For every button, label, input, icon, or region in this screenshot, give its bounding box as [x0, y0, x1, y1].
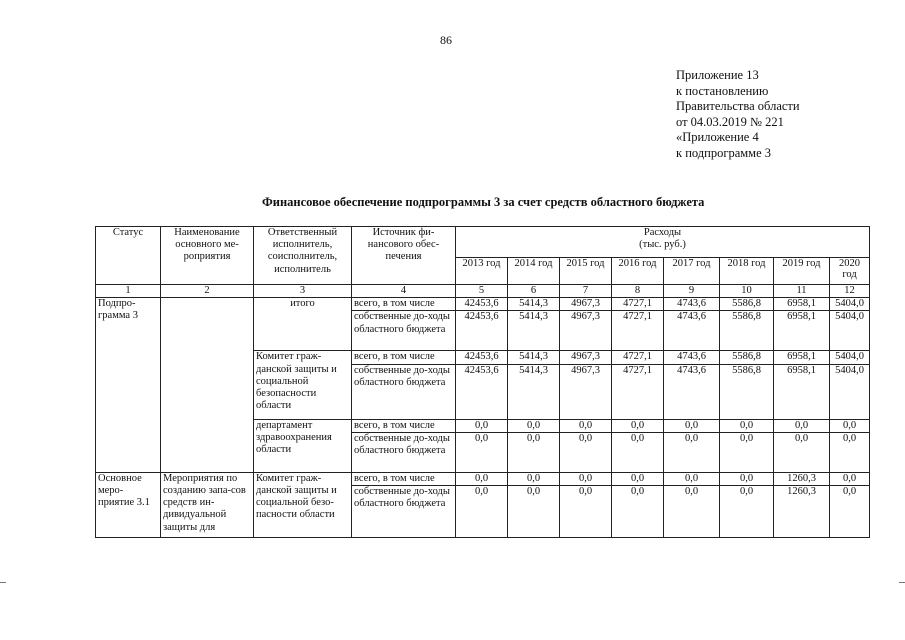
value-cell: 42453,6: [456, 311, 508, 351]
header-funding-source: Источник фи-нансового обес-печения: [352, 227, 456, 285]
value-cell: 5404,0: [830, 351, 870, 364]
value-cell: 5414,3: [508, 364, 560, 419]
value-cell: 0,0: [774, 432, 830, 472]
value-cell: 5404,0: [830, 364, 870, 419]
column-number: 11: [774, 285, 830, 298]
header-expenses: [456, 227, 870, 258]
appendix-line: Правительства области: [676, 99, 800, 114]
value-cell: 4967,3: [560, 311, 612, 351]
value-cell: 0,0: [560, 419, 612, 432]
document-title: Финансовое обеспечение подпрограммы 3 за счет средств областного бюджета: [262, 195, 705, 209]
value-cell: 0,0: [664, 432, 720, 472]
value-cell: 5404,0: [830, 311, 870, 351]
value-cell: 4727,1: [612, 311, 664, 351]
value-cell: 5414,3: [508, 311, 560, 351]
header-year: 2018 год: [720, 258, 774, 285]
value-cell: 4967,3: [560, 351, 612, 364]
header-expenses-unit: (тыс. руб.): [639, 239, 686, 251]
value-cell: 0,0: [560, 432, 612, 472]
source-own: собственные до-ходы областного бюджета: [352, 364, 456, 419]
value-cell: 0,0: [612, 419, 664, 432]
column-number: 9: [664, 285, 720, 298]
value-cell: 5414,3: [508, 298, 560, 311]
value-cell: 0,0: [508, 419, 560, 432]
column-number: 6: [508, 285, 560, 298]
source-own: собственные до-ходы областного бюджета: [352, 486, 456, 538]
value-cell: 0,0: [830, 472, 870, 485]
value-cell: 4743,6: [664, 364, 720, 419]
value-cell: 0,0: [720, 432, 774, 472]
value-cell: 0,0: [612, 472, 664, 485]
header-expenses-title: Расходы: [643, 227, 682, 238]
appendix-line: к подпрограмме 3: [676, 145, 771, 160]
value-cell: 4743,6: [664, 351, 720, 364]
value-cell: 0,0: [560, 472, 612, 485]
value-cell: 5404,0: [830, 298, 870, 311]
measure-name: Мероприятия по созданию запа-сов средств ин-дивидуальной защиты для: [161, 472, 254, 537]
appendix-block: [676, 68, 800, 162]
value-cell: 0,0: [456, 486, 508, 538]
source-own: собственные до-ходы областного бюджета: [352, 432, 456, 472]
column-number: 3: [254, 285, 352, 298]
value-cell: 0,0: [612, 486, 664, 538]
column-number: 2: [161, 285, 254, 298]
header-measure-name: Наименование основного ме-роприятия: [161, 227, 254, 285]
value-cell: 4967,3: [560, 364, 612, 419]
value-cell: 42453,6: [456, 298, 508, 311]
value-cell: 0,0: [830, 432, 870, 472]
value-cell: 0,0: [508, 472, 560, 485]
value-cell: 1260,3: [774, 486, 830, 538]
value-cell: 4743,6: [664, 298, 720, 311]
value-cell: 0,0: [774, 419, 830, 432]
header-year: 2017 год: [664, 258, 720, 285]
appendix-line: к постановлению: [676, 83, 769, 98]
value-cell: 5586,8: [720, 311, 774, 351]
value-cell: 0,0: [456, 432, 508, 472]
value-cell: 0,0: [508, 486, 560, 538]
value-cell: 0,0: [830, 486, 870, 538]
value-cell: 6958,1: [774, 311, 830, 351]
appendix-line: от 04.03.2019 № 221: [676, 114, 784, 129]
value-cell: 0,0: [508, 432, 560, 472]
value-cell: 5586,8: [720, 351, 774, 364]
appendix-line: Приложение 13: [676, 68, 759, 82]
value-cell: 4727,1: [612, 298, 664, 311]
header-status: Статус: [96, 227, 161, 285]
source-all: всего, в том числе: [352, 351, 456, 364]
value-cell: 0,0: [664, 486, 720, 538]
value-cell: 0,0: [560, 486, 612, 538]
value-cell: 5586,8: [720, 364, 774, 419]
value-cell: 0,0: [456, 472, 508, 485]
responsible-health-department: департамент здравоохранения области: [254, 419, 352, 472]
source-all: всего, в том числе: [352, 298, 456, 311]
value-cell: 4727,1: [612, 351, 664, 364]
header-year: 2014 год: [508, 258, 560, 285]
financing-table: [95, 226, 870, 538]
source-all: всего, в том числе: [352, 472, 456, 485]
status-subprogram: Подпро-грамма 3: [96, 298, 161, 473]
responsible-committee: Комитет граж-данской защиты и социальной безопасности области: [254, 351, 352, 419]
page-number: 86: [440, 33, 452, 47]
value-cell: 0,0: [720, 486, 774, 538]
value-cell: 6958,1: [774, 351, 830, 364]
value-cell: 0,0: [720, 419, 774, 432]
column-number: 4: [352, 285, 456, 298]
source-all: всего, в том числе: [352, 419, 456, 432]
value-cell: 0,0: [456, 419, 508, 432]
measure-name-empty: [161, 298, 254, 473]
value-cell: 6958,1: [774, 298, 830, 311]
value-cell: 5414,3: [508, 351, 560, 364]
column-number: 8: [612, 285, 664, 298]
value-cell: 5586,8: [720, 298, 774, 311]
header-year: 2013 год: [456, 258, 508, 285]
header-year: 2015 год: [560, 258, 612, 285]
value-cell: 4967,3: [560, 298, 612, 311]
status-main-measure: Основное меро-приятие 3.1: [96, 472, 161, 537]
responsible-committee: Комитет граж-данской защиты и социальной безо-пасности области: [254, 472, 352, 537]
scan-edge-mark: [0, 582, 6, 583]
header-year: 2016 год: [612, 258, 664, 285]
column-number: 1: [96, 285, 161, 298]
header-responsible: Ответственный исполнитель, соисполнитель, исполнитель: [254, 227, 352, 285]
column-number: 7: [560, 285, 612, 298]
value-cell: 42453,6: [456, 351, 508, 364]
value-cell: 1260,3: [774, 472, 830, 485]
header-year: 2019 год: [774, 258, 830, 285]
value-cell: 42453,6: [456, 364, 508, 419]
appendix-line: «Приложение 4: [676, 130, 759, 145]
scan-edge-mark: [899, 582, 905, 583]
value-cell: 0,0: [612, 432, 664, 472]
column-number: 5: [456, 285, 508, 298]
value-cell: 4727,1: [612, 364, 664, 419]
responsible-total: итого: [254, 298, 352, 351]
value-cell: 0,0: [664, 419, 720, 432]
source-own: собственные до-ходы областного бюджета: [352, 311, 456, 351]
header-year: 2020 год: [830, 258, 870, 285]
column-number: 12: [830, 285, 870, 298]
value-cell: 0,0: [664, 472, 720, 485]
value-cell: 0,0: [720, 472, 774, 485]
value-cell: 6958,1: [774, 364, 830, 419]
value-cell: 0,0: [830, 419, 870, 432]
value-cell: 4743,6: [664, 311, 720, 351]
column-number: 10: [720, 285, 774, 298]
